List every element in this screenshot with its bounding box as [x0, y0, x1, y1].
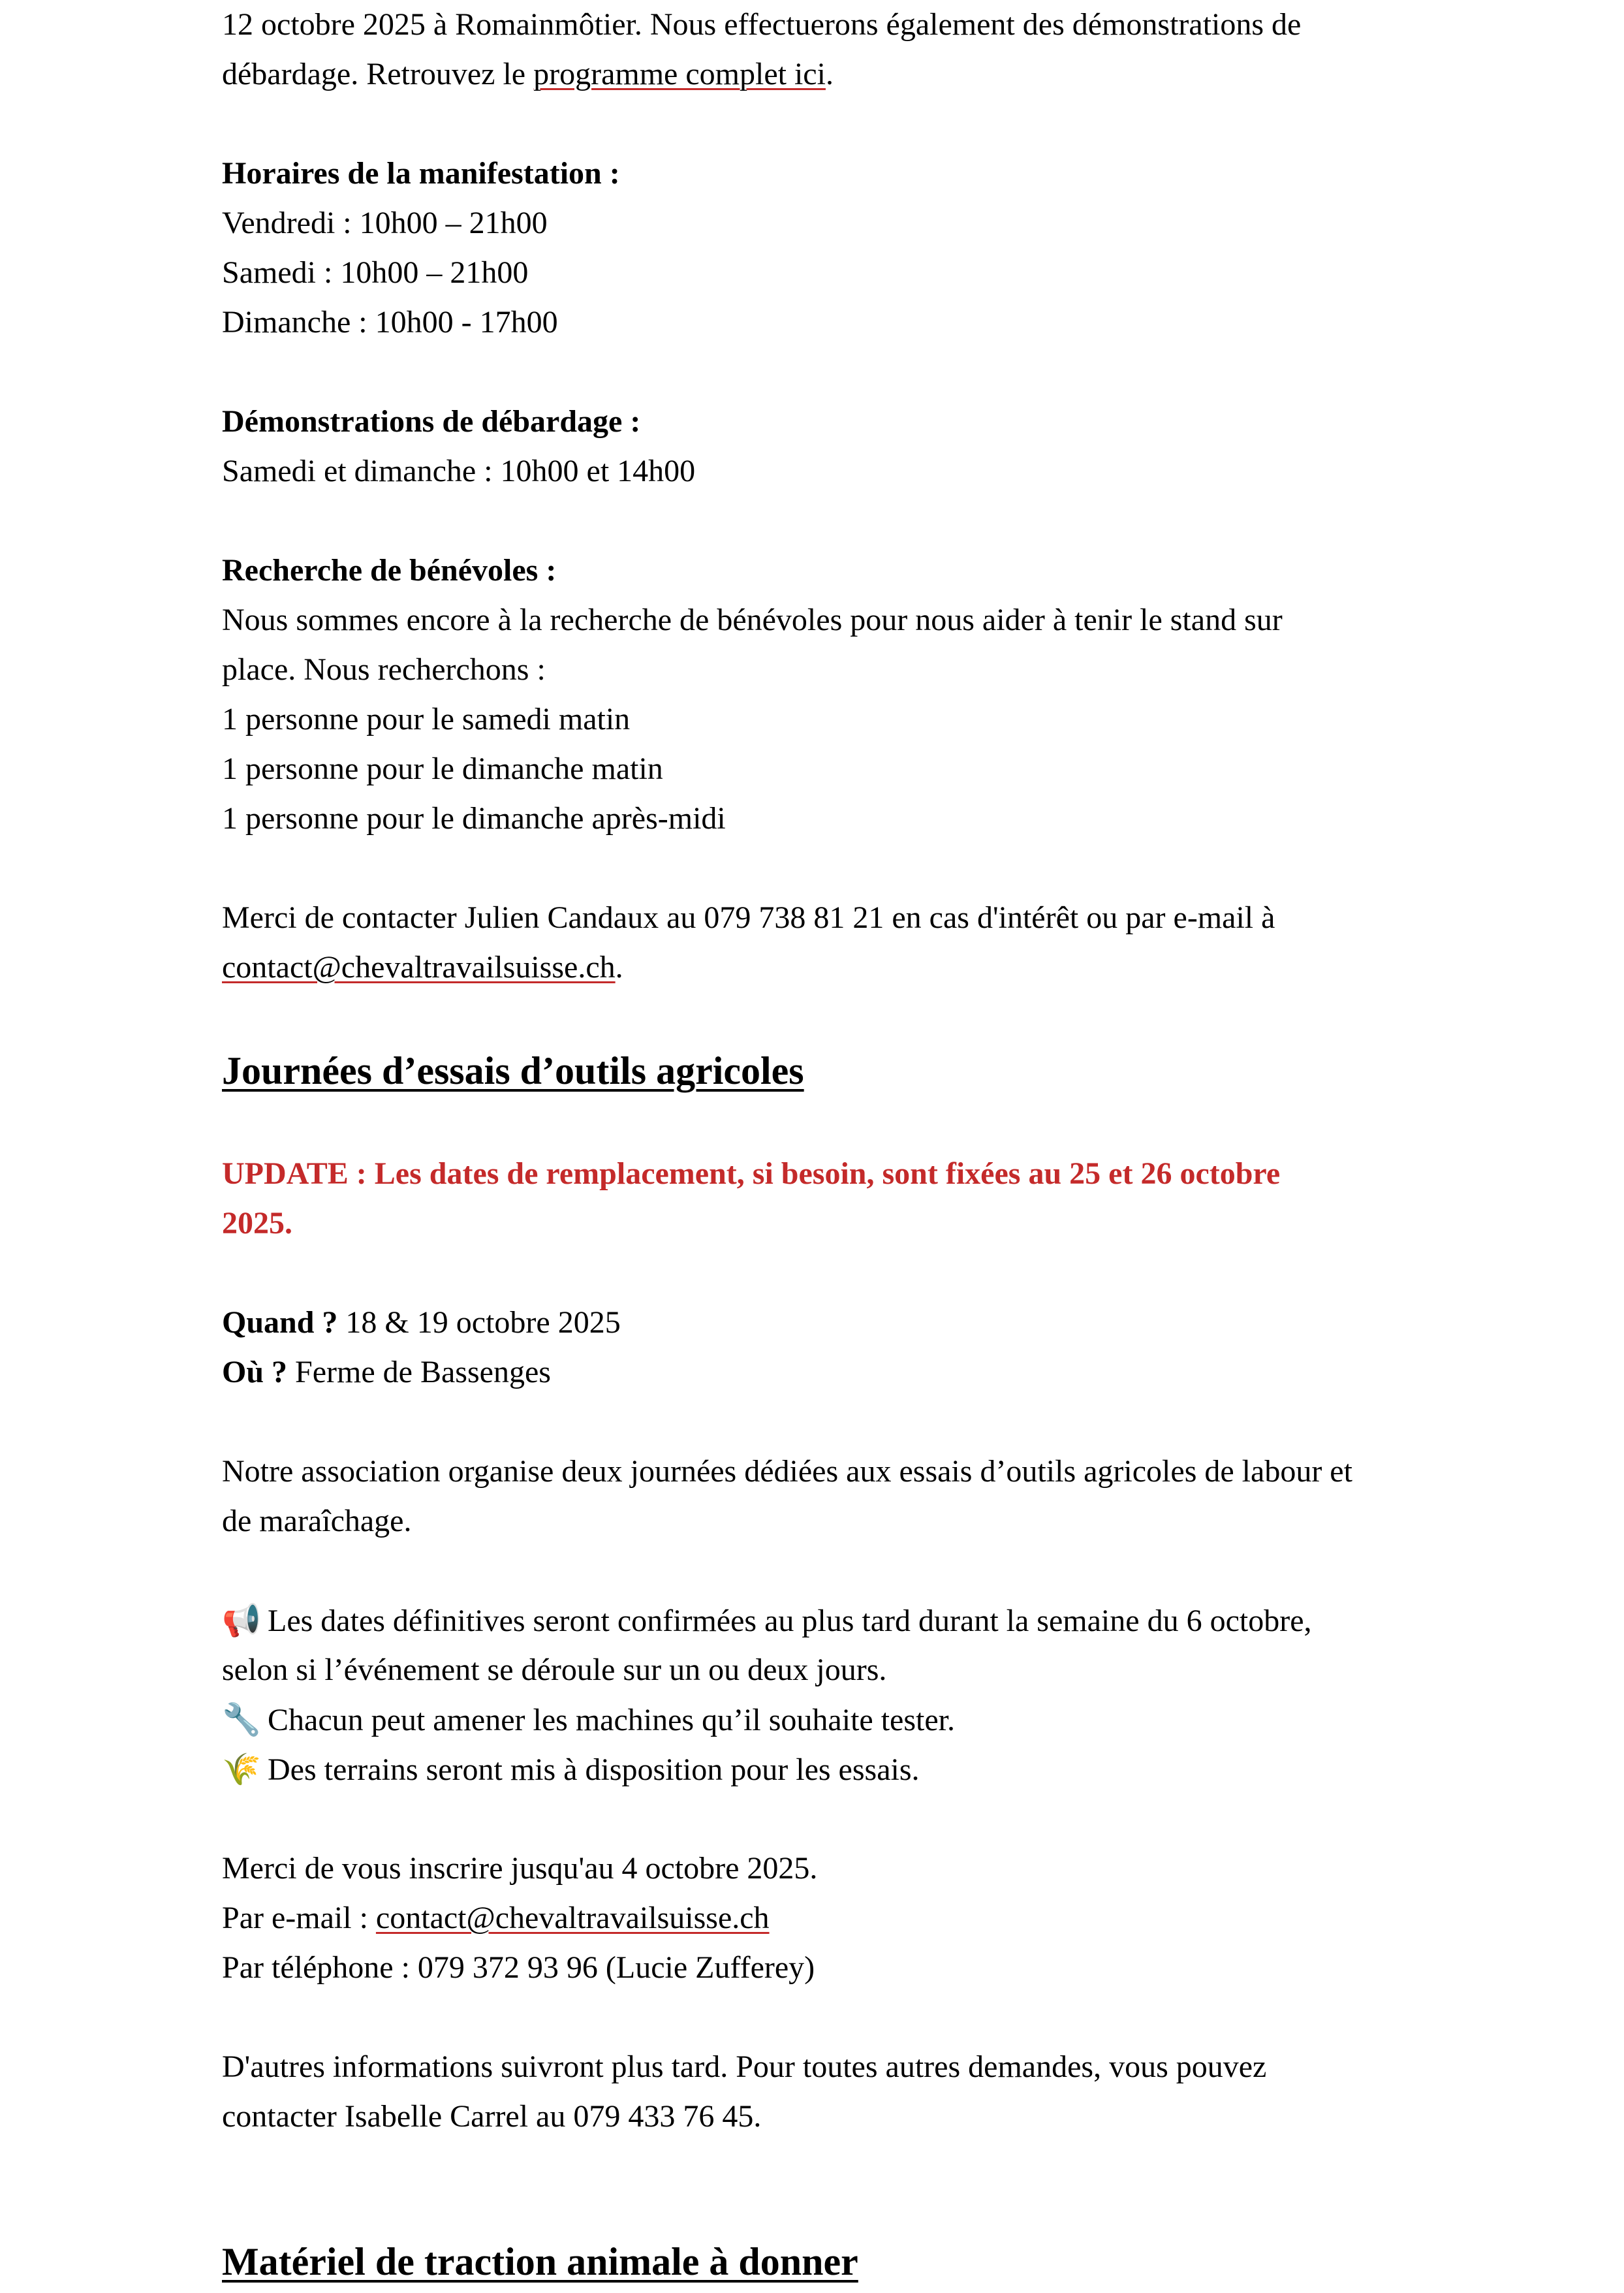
- contact-email-link[interactable]: contact@chevaltravailsuisse.ch: [222, 950, 616, 985]
- wheat-icon: 🌾: [222, 1751, 261, 1788]
- bullet-line: [222, 1695, 955, 1745]
- journees-desc-line-1: Notre association organise deux journées dédiées aux essais d’outils agricoles de labour et: [222, 1454, 1352, 1489]
- update-line-1: UPDATE : Les dates de remplacement, si besoin, sont fixées au 25 et 26 octobre: [222, 1156, 1281, 1191]
- bullet-line: selon si l’événement se déroule sur un ou deux jours.: [222, 1653, 887, 1687]
- inscription-email-link[interactable]: contact@chevaltravailsuisse.ch: [375, 1901, 770, 1935]
- intro-line-1: 12 octobre 2025 à Romainmôtier. Nous effectuerons également des démonstrations de: [222, 7, 1302, 42]
- benevoles-line-2: place. Nous recherchons :: [222, 652, 546, 687]
- info-line-1: D'autres informations suivront plus tard. Pour toutes autres demandes, vous pouvez: [222, 2049, 1267, 2084]
- quand-value: 18 & 19 octobre 2025: [337, 1305, 621, 1340]
- email-line: [222, 1893, 770, 1943]
- intro-line-2-prefix: débardage. Retrouvez le: [222, 57, 534, 91]
- wrench-icon: 🔧: [222, 1701, 261, 1738]
- inscription-line: Merci de vous inscrire jusqu'au 4 octobre 2025.: [222, 1851, 818, 1886]
- horaires-item: Vendredi : 10h00 – 21h00: [222, 206, 548, 240]
- program-link[interactable]: programme complet ici: [533, 57, 826, 91]
- benevoles-line-1: Nous sommes encore à la recherche de bénévoles pour nous aider à tenir le stand sur: [222, 603, 1283, 637]
- bullet-text: Des terrains seront mis à disposition pour les essais.: [268, 1752, 920, 1787]
- quand-line: [222, 1298, 621, 1348]
- bullet-line: [222, 1596, 1312, 1646]
- info-line-2: contacter Isabelle Carrel au 079 433 76 45.: [222, 2099, 762, 2134]
- demonstrations-heading: Démonstrations de débardage :: [222, 404, 641, 439]
- horaires-item: Dimanche : 10h00 - 17h00: [222, 305, 558, 340]
- bullet-text: Chacun peut amener les machines qu’il souhaite tester.: [268, 1703, 955, 1737]
- contact-email-suffix: .: [615, 950, 623, 985]
- benevoles-heading: Recherche de bénévoles :: [222, 553, 557, 588]
- benevoles-contact-line: Merci de contacter Julien Candaux au 079 738 81 21 en cas d'intérêt ou par e-mail à: [222, 900, 1275, 935]
- ou-value: Ferme de Bassenges: [287, 1355, 551, 1389]
- benevoles-item: 1 personne pour le dimanche matin: [222, 751, 663, 786]
- quand-label: Quand ?: [222, 1305, 338, 1340]
- intro-line-2-suffix: .: [825, 57, 834, 91]
- journees-title: Journées d’essais d’outils agricoles: [222, 1049, 804, 1092]
- materiel-title: Matériel de traction animale à donner: [222, 2240, 858, 2283]
- intro-line-2: [222, 50, 834, 99]
- benevoles-contact-email-line: [222, 943, 623, 992]
- journees-desc-line-2: de maraîchage.: [222, 1504, 412, 1538]
- ou-line: [222, 1348, 551, 1397]
- horaires-item: Samedi : 10h00 – 21h00: [222, 255, 529, 290]
- email-prefix: Par e-mail :: [222, 1901, 376, 1935]
- phone-line: Par téléphone : 079 372 93 96 (Lucie Zufferey): [222, 1950, 815, 1985]
- bullet-line: [222, 1745, 920, 1795]
- ou-label: Où ?: [222, 1355, 288, 1389]
- demonstrations-text: Samedi et dimanche : 10h00 et 14h00: [222, 454, 696, 488]
- benevoles-item: 1 personne pour le dimanche après-midi: [222, 801, 726, 836]
- benevoles-item: 1 personne pour le samedi matin: [222, 702, 631, 736]
- update-line-2: 2025.: [222, 1206, 292, 1241]
- megaphone-icon: 📢: [222, 1602, 261, 1639]
- bullet-text: Les dates définitives seront confirmées au plus tard durant la semaine du 6 octobre,: [268, 1604, 1312, 1638]
- horaires-heading: Horaires de la manifestation :: [222, 156, 620, 191]
